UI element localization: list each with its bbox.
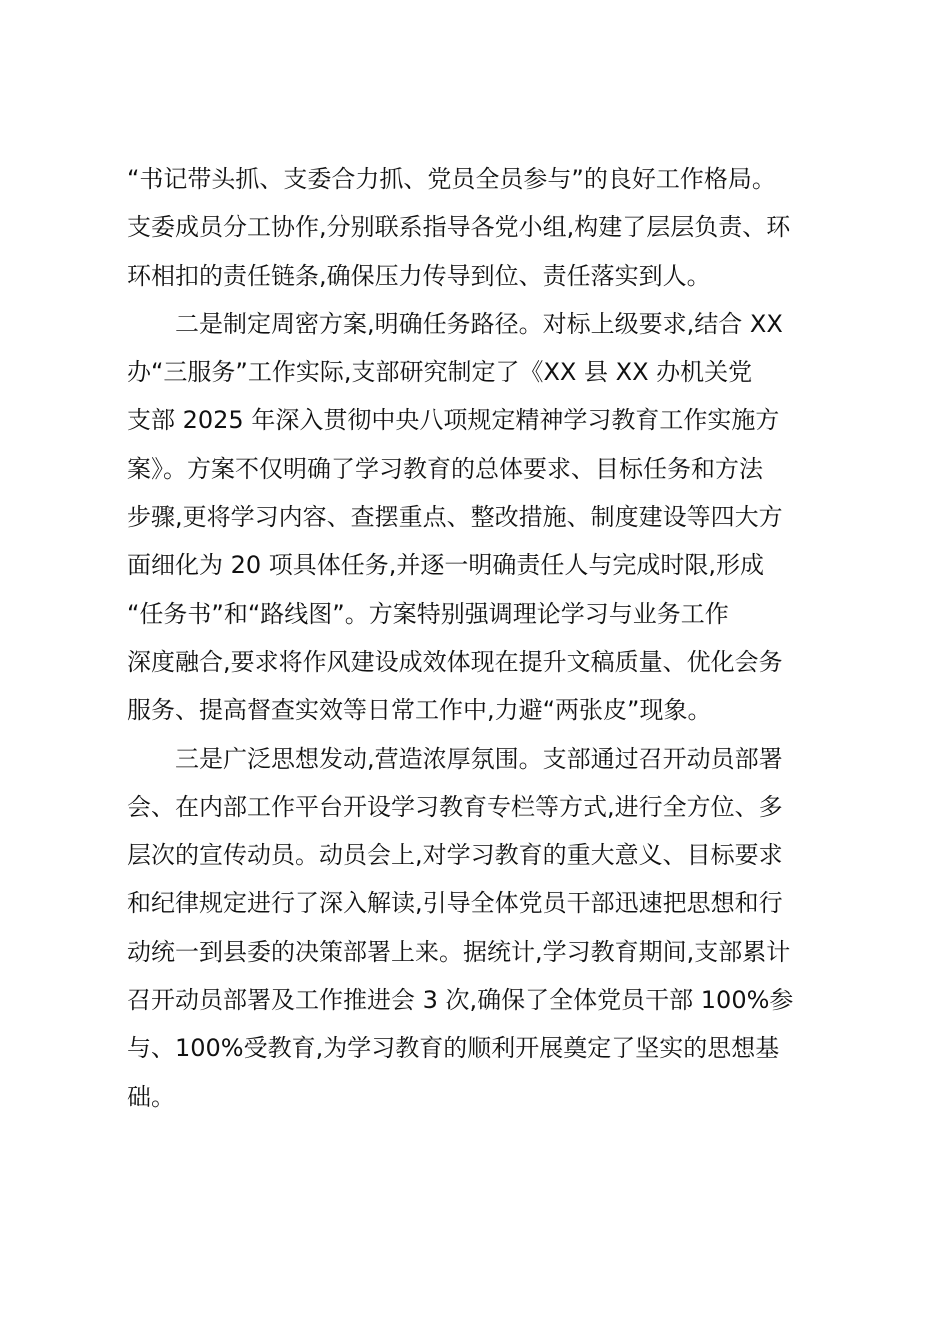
- text-line: 面细化为 20 项具体任务,并逐一明确责任人与完成时限,形成: [127, 551, 765, 580]
- body-text: [127, 155, 847, 1121]
- text-line: “任务书”和“路线图”。方案特别强调理论学习与业务工作: [127, 599, 729, 628]
- paragraph-start-line: 二是制定周密方案,明确任务路径。对标上级要求,结合 XX: [175, 309, 783, 338]
- text-line: 召开动员部署及工作推进会 3 次,确保了全体党员干部 100%参: [127, 986, 794, 1015]
- text-line: 环相扣的责任链条,确保压力传导到位、责任落实到人。: [127, 261, 711, 290]
- text-line: 案》。方案不仅明确了学习教育的总体要求、目标任务和方法: [127, 454, 763, 483]
- text-line: “书记带头抓、支委合力抓、党员全员参与”的良好工作格局。: [127, 165, 776, 193]
- text-line: 服务、提高督查实效等日常工作中,力避“两张皮”现象。: [127, 696, 712, 725]
- text-line: 础。: [127, 1082, 175, 1111]
- text-line: 和纪律规定进行了深入解读,引导全体党员干部迅速把思想和行: [127, 889, 783, 918]
- text-line: 深度融合,要求将作风建设成效体现在提升文稿质量、优化会务: [127, 647, 783, 676]
- paragraph-start-line: 三是广泛思想发动,营造浓厚氛围。支部通过召开动员部署: [175, 744, 783, 773]
- text-line: 会、在内部工作平台开设学习教育专栏等方式,进行全方位、多: [127, 792, 783, 821]
- text-line: 支委成员分工协作,分别联系指导各党小组,构建了层层负责、环: [127, 213, 791, 242]
- text-line: 步骤,更将学习内容、查摆重点、整改措施、制度建设等四大方: [127, 503, 783, 532]
- text-line: 动统一到县委的决策部署上来。据统计,学习教育期间,支部累计: [127, 937, 791, 966]
- text-line: 办“三服务”工作实际,支部研究制定了《XX 县 XX 办机关党: [127, 358, 753, 387]
- text-line: 支部 2025 年深入贯彻中央八项规定精神学习教育工作实施方: [127, 406, 780, 435]
- text-line: 层次的宣传动员。动员会上,对学习教育的重大意义、目标要求: [127, 841, 783, 870]
- text-line: 与、100%受教育,为学习教育的顺利开展奠定了坚实的思想基: [127, 1034, 780, 1063]
